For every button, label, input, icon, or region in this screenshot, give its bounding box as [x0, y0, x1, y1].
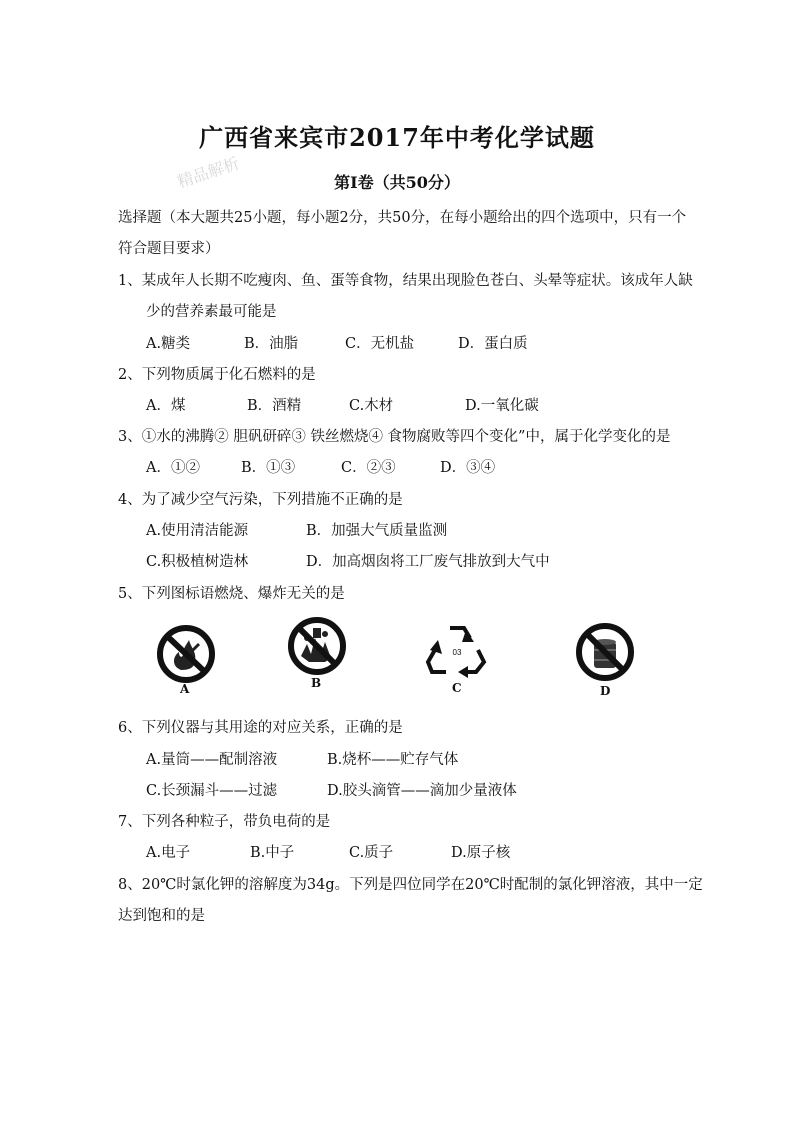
q7-option-c: C.质子 — [349, 845, 394, 861]
instructions-line-2: 符合题目要求） — [118, 241, 220, 257]
q2-option-d: D.一氧化碳 — [465, 398, 539, 414]
section-title: 第I卷（共50分） — [334, 173, 460, 192]
q4-option-b: B．加强大气质量监测 — [306, 523, 448, 539]
q2-option-a: A．煤 — [146, 398, 186, 414]
q7-option-d: D.原子核 — [451, 845, 511, 861]
page-title: 广西省来宾市2017年中考化学试题 — [199, 123, 595, 152]
q3-option-b: B．①③ — [241, 460, 296, 476]
q5-stem: 5、下列图标语燃烧、爆炸无关的是 — [118, 586, 345, 602]
q3-stem: 3、①水的沸腾② 胆矾研碎③ 铁丝燃烧④ 食物腐败等四个变化”中，属于化学变化的是 — [118, 429, 671, 445]
q4-stem: 4、为了减少空气污染，下列措施不正确的是 — [118, 492, 403, 508]
q4-option-d: D．加高烟囱将工厂废气排放到大气中 — [306, 554, 550, 570]
q6-option-c: C.长颈漏斗——过滤 — [146, 783, 278, 799]
q1-option-d: D．蛋白质 — [458, 336, 528, 352]
q4-option-a: A.使用清洁能源 — [146, 523, 249, 539]
q6-option-d: D.胶头滴管——滴加少量液体 — [327, 783, 517, 799]
q7-option-b: B.中子 — [250, 845, 295, 861]
q2-option-b: B．酒精 — [247, 398, 302, 414]
q5-label-d: D — [600, 684, 611, 698]
q3-option-a: A．①② — [146, 460, 200, 476]
q8-stem-line-1: 8、20℃时氯化钾的溶解度为34g。下列是四位同学在20℃时配制的氯化钾溶液，其中一定 — [118, 877, 703, 893]
q6-option-a: A.量筒——配制溶液 — [146, 752, 278, 768]
q6-stem: 6、下列仪器与其用途的对应关系，正确的是 — [118, 720, 403, 736]
q4-option-c: C.积极植树造林 — [146, 554, 249, 570]
q7-stem: 7、下列各种粒子，带负电荷的是 — [118, 814, 331, 830]
q5-label-c: C — [452, 681, 462, 695]
q6-option-b: B.烧杯——贮存气体 — [327, 752, 459, 768]
q1-stem-line-1: 1、某成年人长期不吃瘦肉、鱼、蛋等食物，结果出现脸色苍白、头晕等症状。该成年人缺 — [118, 273, 693, 289]
q1-option-a: A.糖类 — [146, 336, 191, 352]
q3-option-c: C．②③ — [341, 460, 396, 476]
q2-option-c: C.木材 — [349, 398, 394, 414]
q5-label-a: A — [180, 682, 190, 696]
recycle-code: 03 — [452, 648, 462, 657]
q1-stem-line-2: 少的营养素最可能是 — [146, 304, 277, 320]
q8-stem-line-2: 达到饱和的是 — [118, 908, 205, 924]
instructions-line-1: 选择题（本大题共25小题，每小题2分，共50分，在每小题给出的四个选项中，只有一个 — [118, 210, 687, 226]
q1-option-b: B．油脂 — [244, 336, 299, 352]
q7-option-a: A.电子 — [146, 845, 191, 861]
q5-label-b: B — [311, 676, 322, 690]
watermark: 精品解析 — [174, 153, 242, 192]
q1-option-c: C．无机盐 — [345, 336, 415, 352]
q3-option-d: D．③④ — [440, 460, 496, 476]
q2-stem: 2、下列物质属于化石燃料的是 — [118, 367, 316, 383]
